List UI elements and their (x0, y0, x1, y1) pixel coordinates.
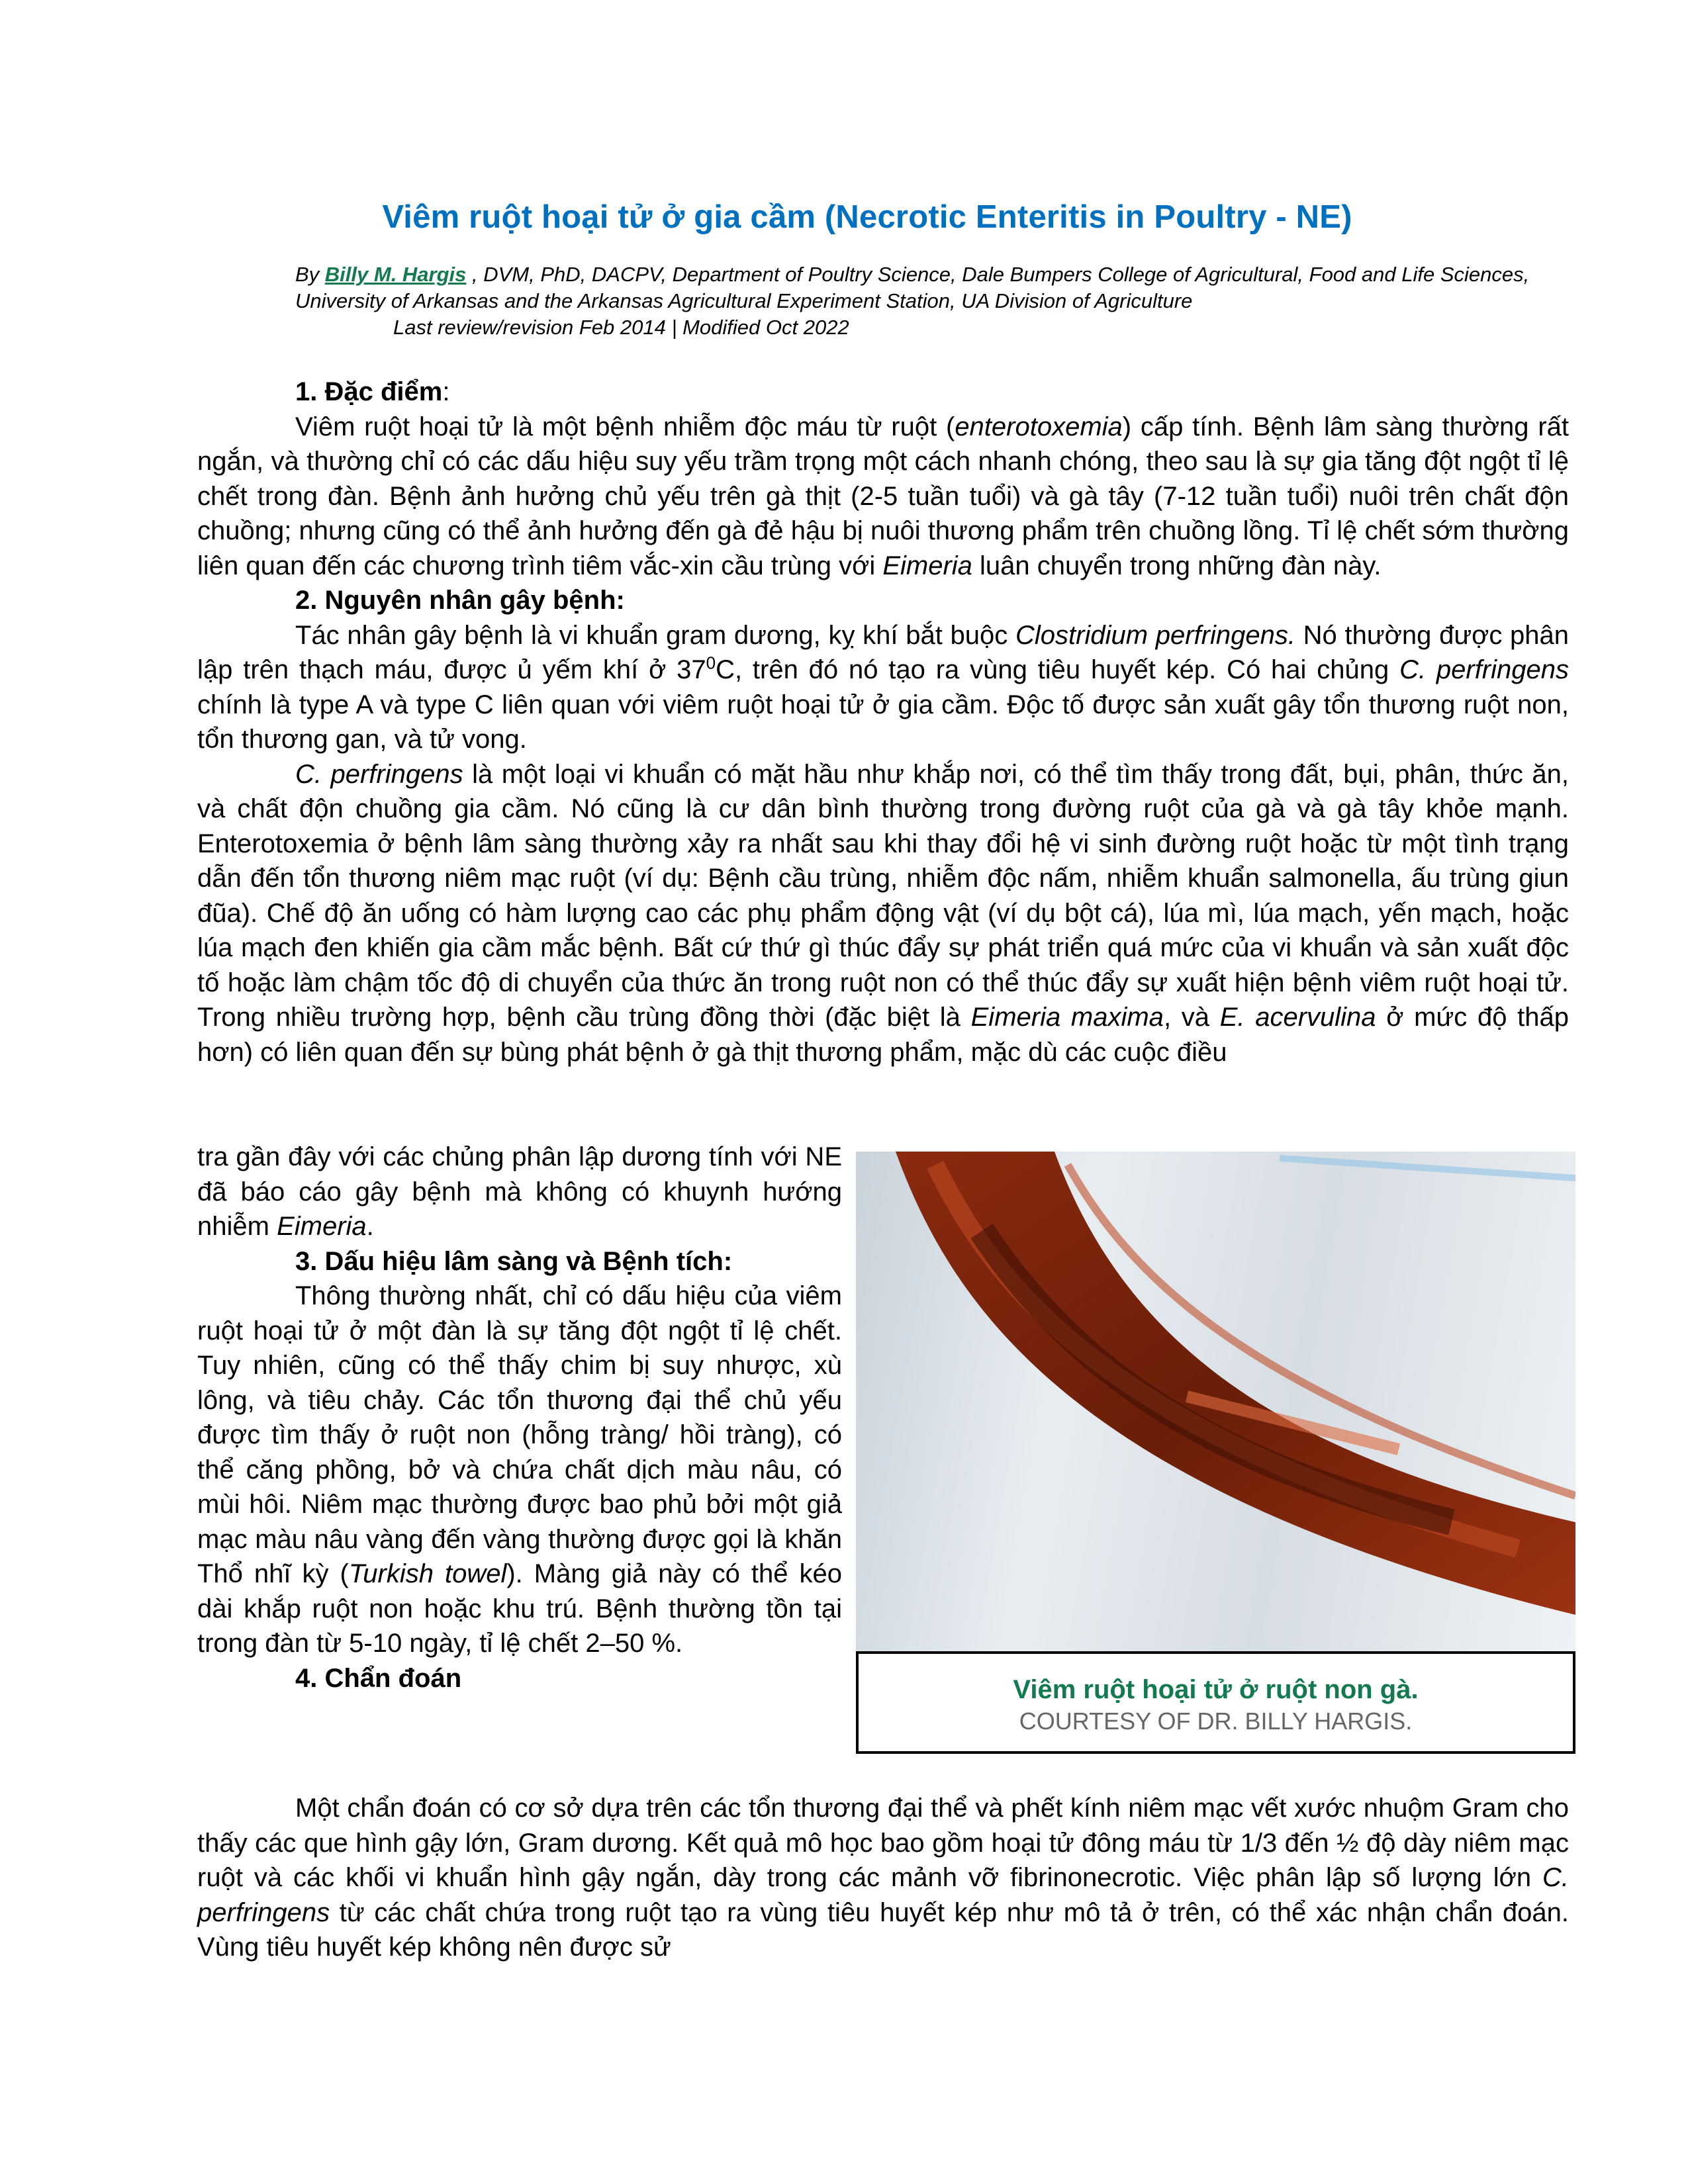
section-2-paragraph-2-continued: tra gần đây với các chủng phân lập dương tính với NE đã báo cáo gây bệnh mà không có khuynh hướng nhiễm Eimeria. (197, 1142, 842, 1241)
byline (197, 261, 1568, 341)
section-1-heading: 1. Đặc điểm: (295, 377, 450, 406)
article-body-bottom (197, 1791, 1569, 1965)
figure-caption-box (856, 1651, 1575, 1754)
article-body-wrapped (197, 1140, 842, 1696)
figure-credit: COURTESY OF DR. BILLY HARGIS. (1019, 1707, 1413, 1735)
section-2-paragraph-2: C. perfringens là một loại vi khuẩn có mặt hầu như khắp nơi, có thể tìm thấy trong đất, bụi, phân, thức ăn, và chất độn chuồng gia cầm. Nó cũng là cư dân bình thường trong đường ruột của gà và gà tây khỏe mạnh. Enterotoxemia ở bệnh lâm sàng thường xảy ra nhất sau khi thay đổi hệ vi sinh đường ruột hoặc từ một tình trạng dẫn đến tổn thương niêm mạc ruột (ví dụ: Bệnh cầu trùng, nhiễm độc nấm, nhiễm khuẩn salmonella, ấu trùng giun đũa). Chế độ ăn uống có hàm lượng cao các phụ phẩm động vật (ví dụ bột cá), lúa mì, lúa mạch, yến mạch, hoặc lúa mạch đen khiến gia cầm mắc bệnh. Bất cứ thứ gì thúc đẩy sự phát triển quá mức của vi khuẩn và sản xuất độc tố hoặc làm chậm tốc độ di chuyển của thức ăn trong ruột non có thể thúc đẩy sự xuất hiện bệnh viêm ruột hoại tử. Trong nhiều trường hợp, bệnh cầu trùng đồng thời (đặc biệt là Eimeria maxima, và E. acervulina ở mức độ thấp hơn) có liên quan đến sự bùng phát bệnh ở gà thịt thương phẩm, mặc dù các cuộc điều (197, 759, 1570, 1067)
author-link[interactable]: Billy M. Hargis (324, 263, 467, 286)
section-2-paragraph-1: Tác nhân gây bệnh là vi khuẩn gram dương, kỵ khí bắt buộc Clostridium perfringens. Nó thường được phân lập trên thạch máu, được ủ yếm khí ở $37^0C$, trên đó nó tạo ra vùng tiêu huyết kép. Có hai chủng C. perfringens chính là type A và type C liên quan với viêm ruột hoại tử ở gia cầm. Độc tố được sản xuất gây tổn thương ruột non, tổn thương gan, và tử vong. (197, 620, 1570, 754)
section-3-heading: 3. Dấu hiệu lâm sàng và Bệnh tích: (295, 1246, 733, 1276)
section-4-heading: 4. Chẩn đoán (295, 1663, 462, 1693)
revision-date: Last review/revision Feb 2014 | Modified Oct 2022 (393, 316, 849, 339)
article-body-top (197, 375, 1569, 1069)
figure-caption: Viêm ruột hoại tử ở ruột non gà. (1013, 1675, 1419, 1704)
intestine-photo (856, 1152, 1575, 1651)
section-4-paragraph: Một chẩn đoán có cơ sở dựa trên các tổn thương đại thể và phết kính niêm mạc vết xước nhuộm Gram cho thấy các que hình gậy lớn, Gram dương. Kết quả mô học bao gồm hoại tử đông máu từ 1/3 đến ½ độ dày niêm mạc ruột và các khối vi khuẩn hình gậy ngắn, dày trong các mảnh vỡ fibrinonecrotic. Việc phân lập số lượng lớn C. perfringens từ các chất chứa trong ruột tạo ra vùng tiêu huyết kép như mô tả ở trên, có thể xác nhận chẩn đoán. Vùng tiêu huyết kép không nên được sử (197, 1794, 1569, 1962)
section-2-heading: 2. Nguyên nhân gây bệnh: (295, 586, 625, 615)
section-3-paragraph: Thông thường nhất, chỉ có dấu hiệu của viêm ruột hoại tử ở một đàn là sự tăng đột ngột tỉ lệ chết. Tuy nhiên, cũng có thể thấy chim bị suy nhược, xù lông, và tiêu chảy. Các tổn thương đại thể chủ yếu được tìm thấy ở ruột non (hỗng tràng/ hồi tràng), có thể căng phồng, bở và chứa chất dịch màu nâu, có mùi hôi. Niêm mạc thường được bao phủ bởi một giả mạc màu nâu vàng đến vàng thường được gọi là khăn Thổ nhĩ kỳ (Turkish towel). Màng giả này có thể kéo dài khắp ruột non hoặc khu trú. Bệnh thường tồn tại trong đàn từ 5-10 ngày, tỉ lệ chết 2–50 %. (197, 1281, 842, 1658)
page-title: Viêm ruột hoại tử ở gia cầm (Necrotic Enteritis in Poultry - NE) (382, 199, 1352, 235)
section-1-paragraph: Viêm ruột hoại tử là một bệnh nhiễm độc máu từ ruột (enterotoxemia) cấp tính. Bệnh lâm sàng thường rất ngắn, và thường chỉ có các dấu hiệu suy yếu trầm trọng một cách nhanh chóng, theo sau là sự gia tăng đột ngột tỉ lệ chết trong đàn. Bệnh ảnh hưởng chủ yếu trên gà thịt (2-5 tuần tuổi) và gà tây (7-12 tuần tuổi) nuôi trên chất độn chuồng; nhưng cũng có thể ảnh hưởng đến gà đẻ hậu bị nuôi thương phẩm trên chuồng lồng. Tỉ lệ chết sớm thường liên quan đến các chương trình tiêm vắc-xin cầu trùng với Eimeria luân chuyển trong những đàn này. (197, 412, 1569, 580)
byline-by: By (295, 263, 325, 286)
byline-affiliation: , DVM, PhD, DACPV, Department of Poultry Science, Dale Bumpers College of Agricultural, Food and Life Sciences, University of Arkansas and the Arkansas Agricultural Experiment Station, UA Division of Agriculture (295, 263, 1530, 312)
intestine-illustration (856, 1152, 1575, 1651)
